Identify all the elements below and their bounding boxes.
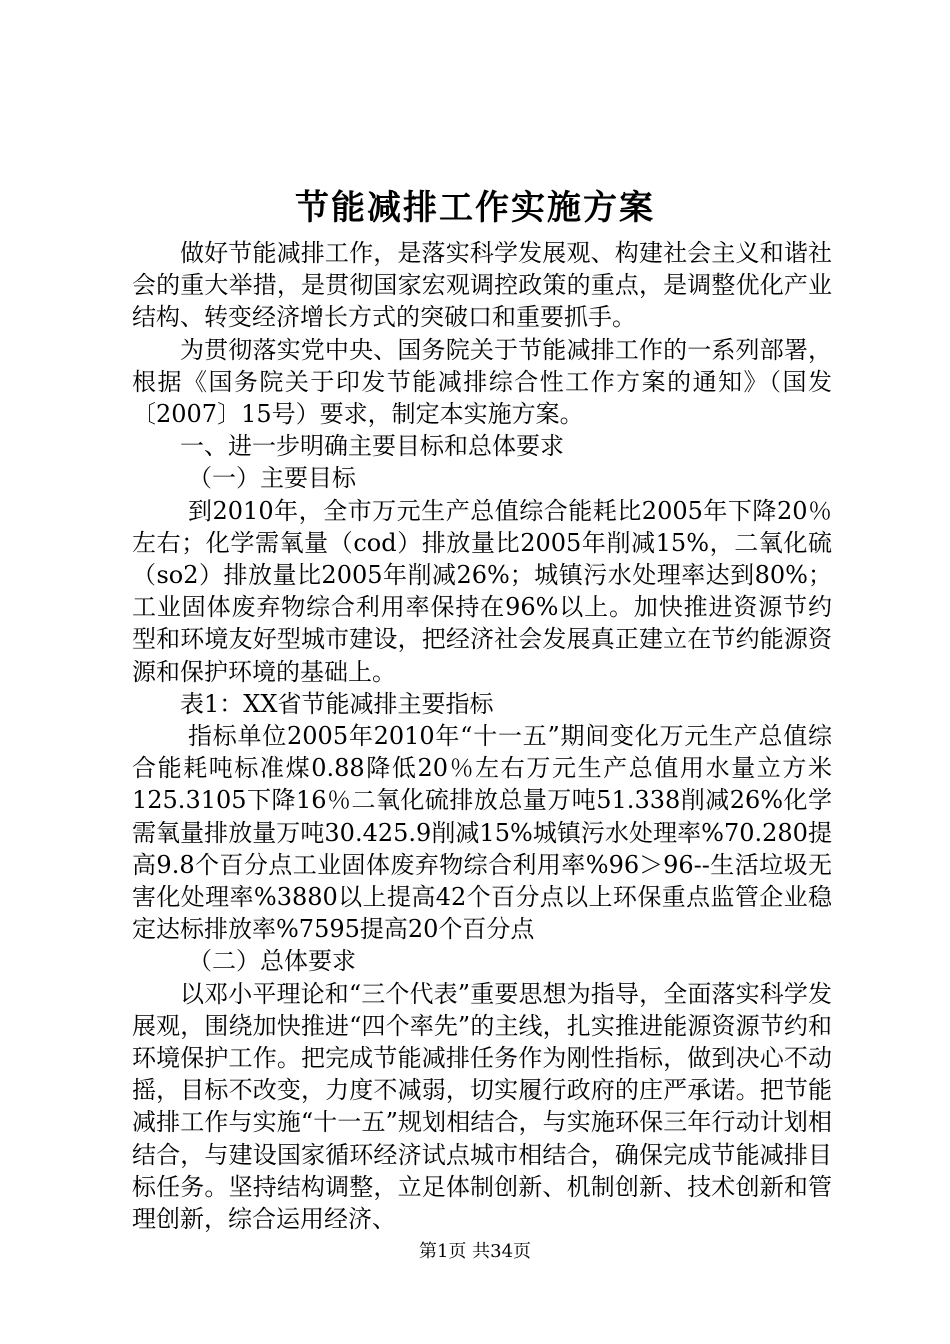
subsection-heading-general-requirements: （二）总体要求	[188, 947, 356, 976]
subsection-heading-main-goals: （一）主要目标	[188, 464, 356, 493]
document-title: 节能减排工作实施方案	[295, 188, 655, 228]
paragraph-indicator-table-text: 指标单位2005年2010年“十一五”期间变化万元生产总值综合能耗吨标准煤0.88降低20％左右万元生产总值用水量立方米125.3105下降16％二氧化硫排放总量万吨51.338削减26%化学需氧量排放量万吨30.425.9削减15%城镇污水处理率%70.280提高9.8个百分点工业固体废弃物综合利用率%96＞96--生活垃圾无害化处理率%3880以上提高42个百分点以上环保重点监管企业稳定达标排放率%7595提高20个百分点	[132, 722, 832, 944]
paragraph-intro: 做好节能减排工作，是落实科学发展观、构建社会主义和谐社会的重大举措，是贯彻国家宏观调控政策的重点，是调整优化产业结构、转变经济增长方式的突破口和重要抓手。	[132, 239, 832, 332]
paragraph-basis: 为贯彻落实党中央、国务院关于节能减排工作的一系列部署，根据《国务院关于印发节能减排综合性工作方案的通知》（国发〔2007〕15号）要求，制定本实施方案。	[132, 335, 832, 429]
document-body	[132, 237, 832, 1235]
paragraph-main-goals: 到2010年，全市万元生产总值综合能耗比2005年下降20％左右；化学需氧量（cod）排放量比2005年削减15%，二氧化硫（so2）排放量比2005年削减26%；城镇污水处理率达到80%；工业固体废弃物综合利用率保持在96%以上。加快推进资源节约型和环境友好型城市建设，把经济社会发展真正建立在节约能源资源和保护环境的基础上。	[132, 496, 832, 686]
section-heading-1: 一、进一步明确主要目标和总体要求	[180, 432, 564, 461]
page-footer: 第1页 共34页	[418, 1241, 532, 1262]
paragraph-general-requirements: 以邓小平理论和“三个代表”重要思想为指导，全面落实科学发展观，围绕加快推进“四个率先”的主线，扎实推进能源资源节约和环境保护工作。把完成节能减排任务作为刚性指标，做到决心不动摇，目标不改变，力度不减弱，切实履行政府的庄严承诺。把节能减排工作与实施“十一五”规划相结合，与实施环保三年行动计划相结合，与建设国家循环经济试点城市相结合，确保完成节能减排目标任务。坚持结构调整，立足体制创新、机制创新、技术创新和管理创新，综合运用经济、	[132, 979, 832, 1234]
table-caption: 表1：XX省节能减排主要指标	[180, 689, 494, 718]
